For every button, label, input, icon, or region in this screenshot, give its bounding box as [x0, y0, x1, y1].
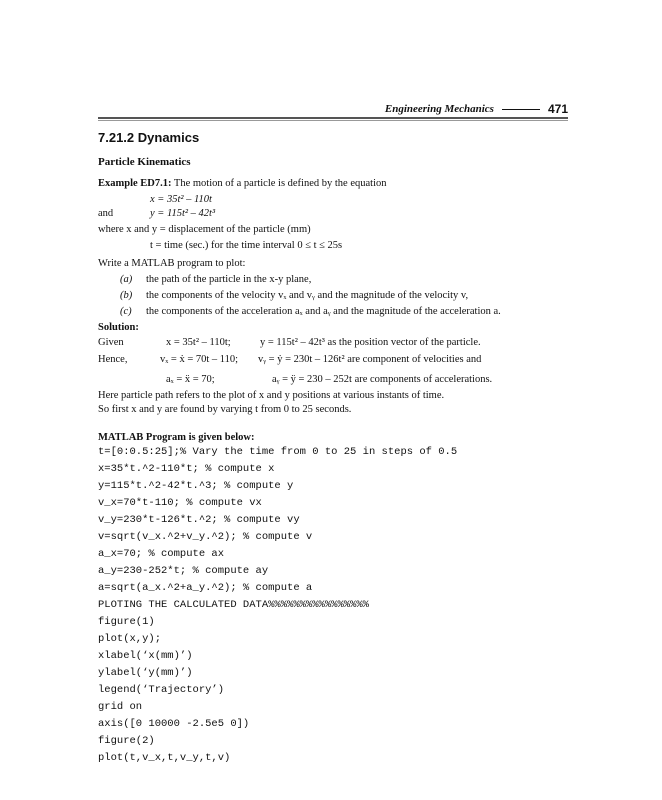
code-line: plot(x,y);	[98, 633, 162, 645]
given-label: Given	[98, 337, 124, 348]
code-line: a_y=230-252*t; % compute ay	[98, 565, 269, 577]
code-line: axis([0 10000 -2.5e5 0])	[98, 718, 250, 730]
header-rule-thin	[98, 120, 568, 121]
code-line: v_y=230*t-126*t.^2; % compute vy	[98, 514, 300, 526]
code-line: plot(t,v_x,t,v_y,t,v)	[98, 752, 231, 764]
accel-ay: aᵧ = ÿ = 230 – 252t are components of accelerations.	[272, 374, 493, 385]
first-line: So first x and y are found by varying t from 0 to 25 seconds.	[98, 404, 352, 415]
page-number: 471	[547, 102, 568, 116]
header-rule-thick	[98, 117, 568, 119]
item-b-mark: (b)	[120, 290, 133, 301]
solution-label: Solution:	[98, 322, 139, 333]
code-line: t=[0:0.5:25];% Vary the time from 0 to 25 in steps of 0.5	[98, 446, 458, 458]
code-line: legend(‘Trajectory’)	[98, 684, 225, 696]
code-line: a=sqrt(a_x.^2+a_y.^2); % compute a	[98, 582, 313, 594]
code-line: xlabel(‘x(mm)’)	[98, 650, 193, 662]
item-c-text: the components of the acceleration aₓ and aᵧ and the magnitude of the acceleration a.	[146, 306, 501, 317]
accel-ax: aₓ = ẍ = 70;	[166, 374, 215, 385]
item-a-mark: (a)	[120, 274, 133, 285]
given-y: y = 115t² – 42t³ as the position vector of the particle.	[260, 337, 481, 348]
example-intro: The motion of a particle is defined by the equation	[171, 178, 387, 189]
running-title: Engineering Mechanics	[384, 103, 494, 115]
code-line: x=35*t.^2-110*t; % compute x	[98, 463, 275, 475]
path-line: Here particle path refers to the plot of x and y positions at various instants of time.	[98, 390, 445, 401]
hence-label: Hence,	[98, 354, 128, 365]
code-line: ylabel(‘y(mm)’)	[98, 667, 193, 679]
code-line: a_x=70; % compute ax	[98, 548, 225, 560]
given-x: x = 35t² – 110t;	[166, 337, 231, 348]
code-line: y=115*t.^2-42*t.^3; % compute y	[98, 480, 294, 492]
header-dash	[502, 109, 540, 110]
hence-vx: vₓ = ẋ = 70t – 110;	[160, 354, 239, 365]
equation-y: y = 115t² – 42t³	[150, 208, 216, 219]
item-a-text: the path of the particle in the x-y plane,	[146, 274, 312, 285]
item-c-mark: (c)	[120, 306, 132, 317]
section-title: 7.21.2 Dynamics	[98, 130, 200, 145]
program-heading: MATLAB Program is given below:	[98, 432, 255, 443]
hence-vy: vᵧ = ẏ = 230t – 126t² are component of velocities and	[258, 354, 482, 365]
item-b-text: the components of the velocity vₓ and vᵧ and the magnitude of the velocity v,	[146, 290, 469, 301]
code-line: figure(2)	[98, 735, 155, 747]
equation-x: x = 35t² – 110t	[150, 194, 212, 205]
code-line: v_x=70*t-110; % compute vx	[98, 497, 262, 509]
example-intro-line	[98, 178, 387, 189]
example-label: Example ED7.1:	[98, 178, 172, 189]
code-line: figure(1)	[98, 616, 155, 628]
code-line: PLOTING THE CALCULATED DATA%%%%%%%%%%%%%%%%	[98, 599, 369, 611]
running-header	[98, 100, 568, 118]
and-word: and	[98, 208, 114, 219]
code-line: v=sqrt(v_x.^2+v_y.^2); % compute v	[98, 531, 313, 543]
write-line: Write a MATLAB program to plot:	[98, 258, 246, 269]
subheading: Particle Kinematics	[98, 156, 191, 168]
time-line: t = time (sec.) for the time interval 0 ≤ t ≤ 25s	[150, 240, 343, 251]
where-line: where x and y = displacement of the particle (mm)	[98, 224, 311, 235]
code-line: grid on	[98, 701, 143, 713]
